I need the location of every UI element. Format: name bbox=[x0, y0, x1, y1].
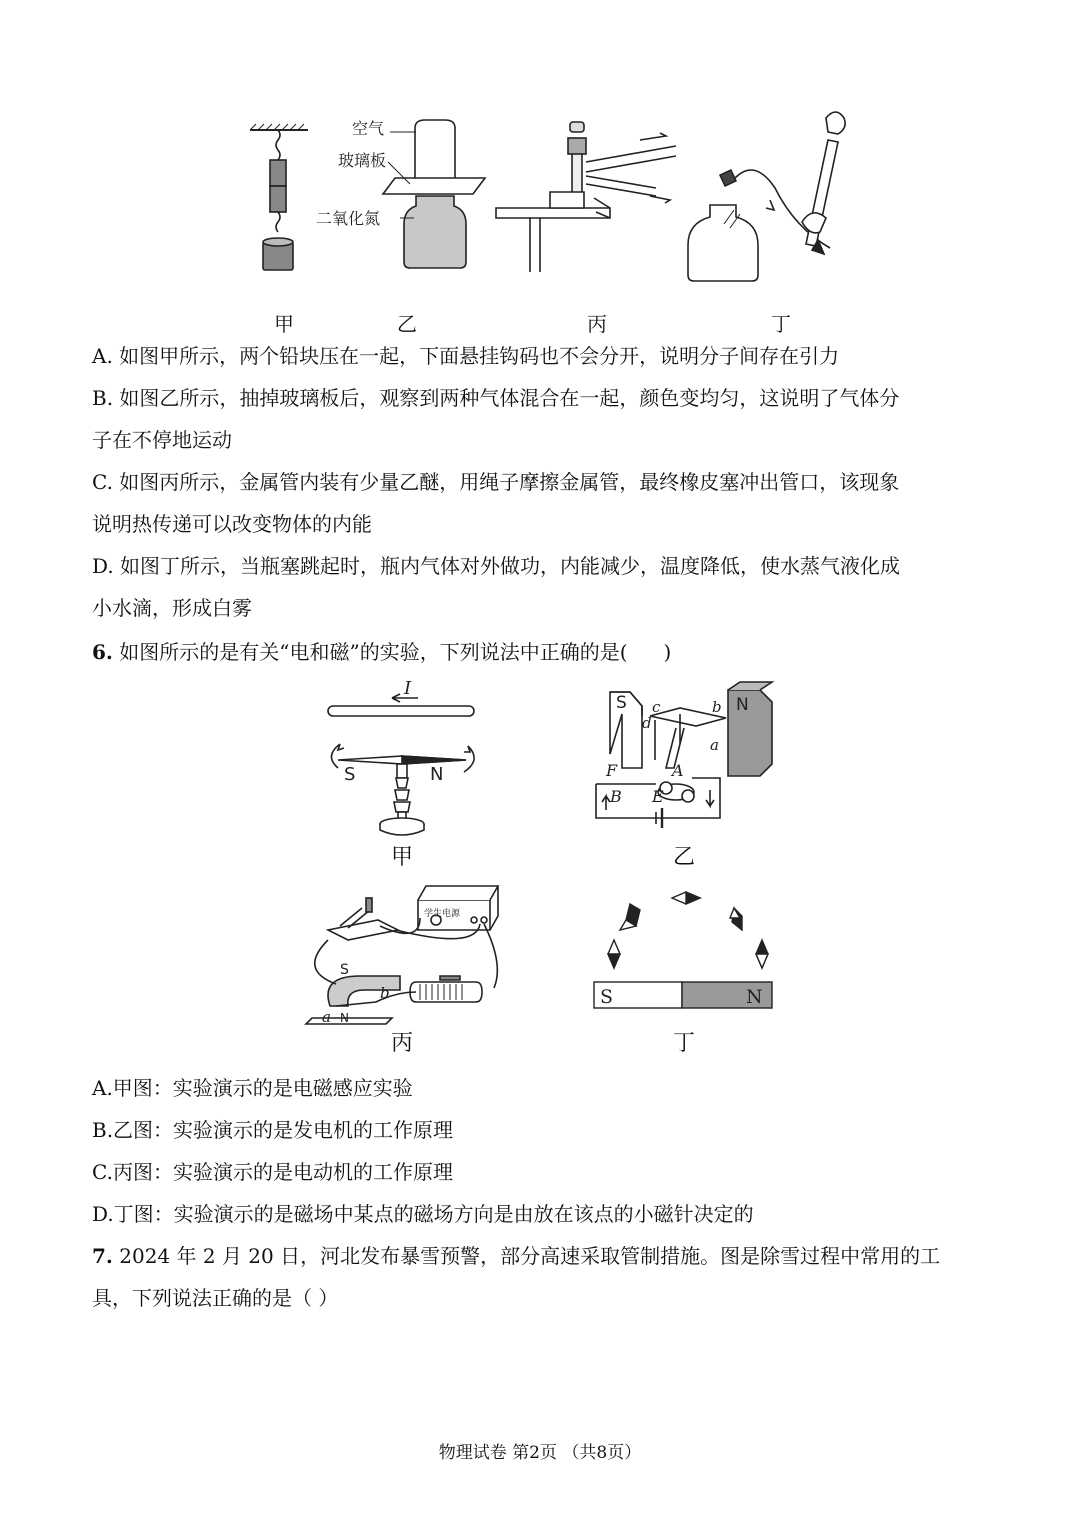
q6-option-d: D.丁图：实验演示的是磁场中某点的磁场方向是由放在该点的小磁针决定的 bbox=[92, 1202, 754, 1226]
yi-A-label: A bbox=[672, 761, 684, 780]
q6-option-a: A.甲图：实验演示的是电磁感应实验 bbox=[92, 1076, 413, 1100]
yi-glass-label: 玻璃板 bbox=[338, 151, 387, 170]
ding-n-label: N bbox=[746, 986, 763, 1008]
q5-option-b: B. 如图乙所示，抽掉玻璃板后，观察到两种气体混合在一起，颜色变均匀，这说明了气体分 bbox=[92, 386, 900, 410]
q5-option-c-cont: 说明热传递可以改变物体的内能 bbox=[92, 512, 372, 536]
q6-fig-label-jia: 甲 bbox=[390, 845, 413, 870]
fig-yi-gas-bottles bbox=[383, 120, 485, 268]
q6-fig-label-yi: 乙 bbox=[672, 845, 695, 870]
q5-fig-label-jia: 甲 bbox=[274, 312, 294, 336]
yi-B-label: B bbox=[610, 787, 622, 806]
bing-n-label: N bbox=[340, 1011, 349, 1025]
ding-s-label: S bbox=[600, 986, 614, 1008]
q5-option-c: C. 如图丙所示，金属管内装有少量乙醚，用绳子摩擦金属管，最终橡皮塞冲出管口，该现象 bbox=[92, 470, 900, 494]
fig-ding-bottle-pump bbox=[688, 112, 845, 281]
q7-number: 7. bbox=[92, 1244, 113, 1268]
yi-air-label: 空气 bbox=[352, 119, 385, 138]
q6-option-b: B.乙图：实验演示的是发电机的工作原理 bbox=[92, 1118, 454, 1142]
bing-s-label: S bbox=[340, 962, 349, 978]
yi-a-label: a bbox=[710, 736, 719, 754]
q5-option-d-cont: 小水滴，形成白雾 bbox=[92, 596, 252, 620]
bing-b-label: b bbox=[380, 984, 390, 1002]
q6-option-c: C.丙图：实验演示的是电动机的工作原理 bbox=[92, 1160, 453, 1184]
q7-line1 bbox=[92, 1242, 992, 1270]
q5-option-d: D. 如图丁所示，当瓶塞跳起时，瓶内气体对外做功，内能减少，温度降低，使水蒸气液化成 bbox=[92, 554, 901, 578]
q5-figure bbox=[230, 100, 870, 290]
yi-c-label: c bbox=[652, 698, 661, 716]
fig-bing-metal-tube bbox=[496, 122, 676, 272]
yi-d-label: d bbox=[642, 714, 652, 732]
bing-a-label: a bbox=[322, 1008, 331, 1026]
q5-option-a: A. 如图甲所示，两个铅块压在一起，下面悬挂钩码也不会分开，说明分子间存在引力 bbox=[92, 344, 840, 368]
fig-bing-circuit bbox=[306, 886, 498, 1024]
jia-south-label: S bbox=[344, 764, 356, 785]
q6-stem-end: ) bbox=[663, 640, 672, 664]
yi-b-label: b bbox=[712, 698, 722, 716]
q7-line2: 具，下列说法正确的是（ ） bbox=[92, 1286, 339, 1310]
q6-stem bbox=[92, 638, 992, 666]
q5-fig-label-bing: 丙 bbox=[587, 312, 607, 336]
yi-f-label: F bbox=[606, 761, 618, 780]
q5-fig-label-ding: 丁 bbox=[771, 312, 791, 336]
q6-figure bbox=[300, 672, 800, 1052]
q6-stem-text: 如图所示的是有关“电和磁”的实验，下列说法中正确的是( bbox=[119, 640, 628, 664]
q5-option-b-cont: 子在不停地运动 bbox=[92, 428, 232, 452]
yi-n-label: N bbox=[736, 695, 749, 715]
page-footer: 物理试卷 第2页 （共8页） bbox=[438, 1443, 642, 1463]
fig-jia-lead-blocks bbox=[250, 124, 308, 270]
q6-fig-label-ding: 丁 bbox=[672, 1031, 695, 1056]
q5-fig-label-yi: 乙 bbox=[397, 312, 417, 336]
bing-power-label: 学生电源 bbox=[424, 909, 461, 919]
jia-north-label: N bbox=[430, 764, 444, 785]
yi-gas-label: 二氧化氮 bbox=[316, 209, 381, 228]
q7-text-1: 2024 年 2 月 20 日，河北发布暴雪预警，部分高速采取管制措施。图是除雪过程中常用的工 bbox=[119, 1244, 941, 1268]
yi-E-label: E bbox=[652, 787, 664, 806]
jia-current-label: I bbox=[404, 678, 412, 699]
q6-number: 6. bbox=[92, 640, 113, 664]
q6-fig-label-bing: 丙 bbox=[390, 1031, 413, 1056]
yi-s-label: S bbox=[616, 693, 627, 713]
